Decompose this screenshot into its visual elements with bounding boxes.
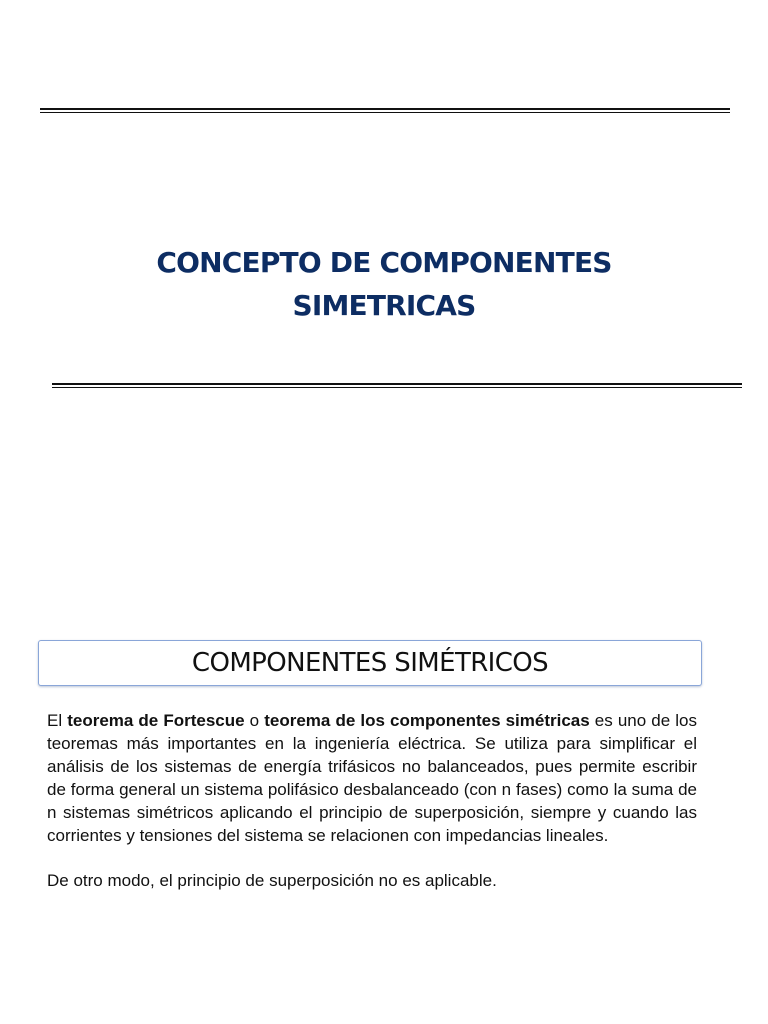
section-heading: COMPONENTES SIMÉTRICOS	[191, 648, 549, 678]
title-line-1: CONCEPTO DE COMPONENTES	[156, 245, 612, 279]
paragraph-text-part2: o	[244, 711, 265, 730]
section-heading-box	[38, 640, 702, 686]
top-divider	[40, 108, 730, 113]
paragraph-text-part1: El	[47, 711, 68, 730]
term-symmetric-components: teorema de los componentes simétricas	[264, 711, 590, 730]
paragraph-fortescue	[47, 709, 697, 847]
paragraph-superposition: De otro modo, el principio de superposición no es aplicable.	[47, 871, 497, 890]
bottom-divider	[52, 383, 742, 388]
title-line-2: SIMETRICAS	[292, 288, 476, 322]
term-fortescue: teorema de Fortescue	[67, 711, 245, 730]
page-title	[0, 241, 768, 327]
body-text	[47, 709, 697, 892]
paragraph-text-part3: es uno de los teoremas más importantes en la ingeniería eléctrica. Se utiliza para simplificar el análisis de los sistemas de energía trifásicos no balanceados, pues permite escribir de forma general un sistema polifásico desbalanceado (con n fases) como la suma de n sistemas simétricos aplicando el principio de superposición, siempre y cuando las corrientes y tensiones del sistema se relacionen con impedancias lineales.	[47, 711, 697, 845]
